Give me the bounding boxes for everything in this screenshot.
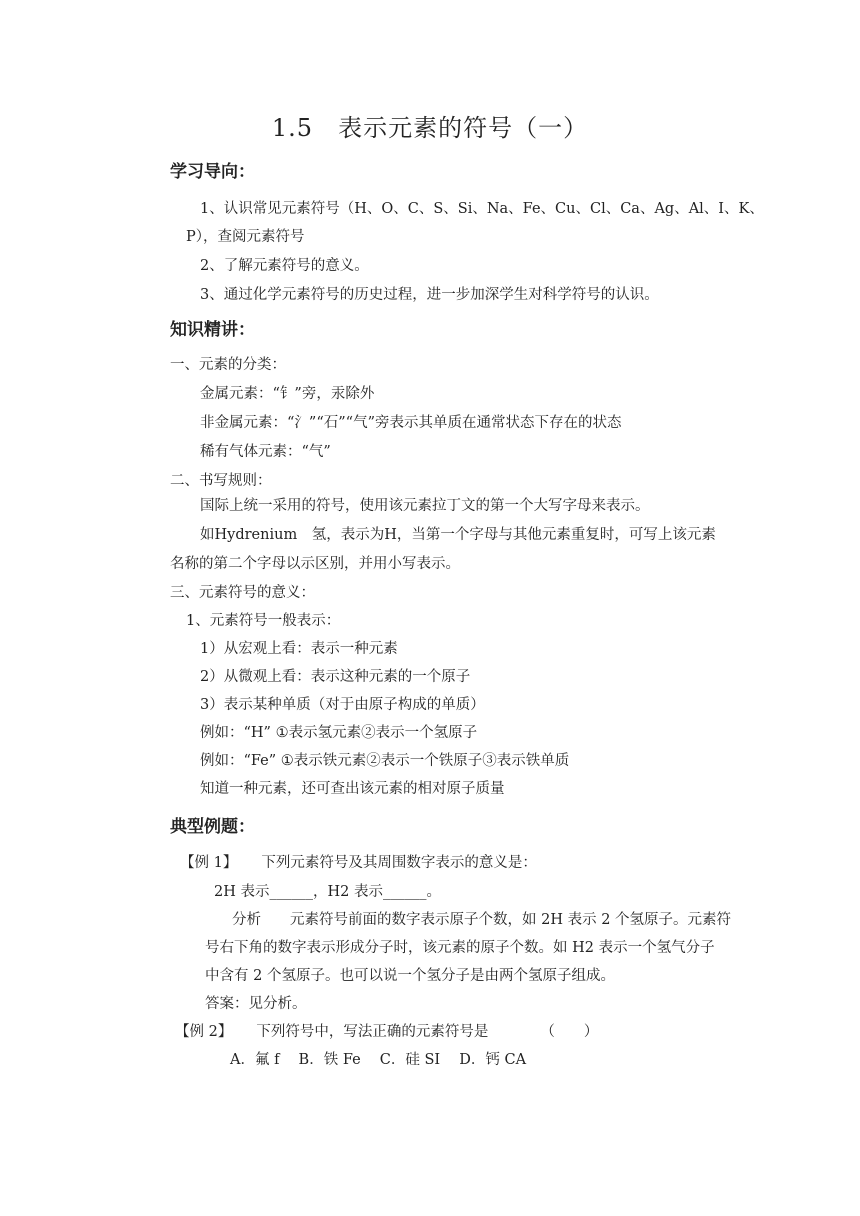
knowledge-line: 金属元素：“钅”旁，汞除外	[200, 386, 375, 402]
knowledge-line: 国际上统一采用的符号，使用该元素拉丁文的第一个大写字母来表示。	[200, 498, 650, 514]
knowledge-line: 一、元素的分类：	[170, 357, 286, 373]
example-1-analysis-line: 中含有 2 个氢原子。也可以说一个氢分子是由两个氢原子组成。	[205, 968, 615, 984]
example-1-label: 【例 1】	[180, 855, 238, 871]
example-2-question-text: 下列符号中，写法正确的元素符号是	[256, 1024, 489, 1040]
knowledge-line: 1、元素符号一般表示：	[186, 613, 341, 629]
example-1-blank-line: 2H 表示______，H2 表示______。	[214, 884, 441, 900]
knowledge-line: 例如：“Fe” ①表示铁元素②表示一个铁原子③表示铁单质	[200, 753, 570, 769]
knowledge-line: 二、书写规则：	[170, 473, 272, 489]
example-2-options: A．氟 f B．铁 Fe C．硅 SI D．钙 CA	[230, 1052, 527, 1068]
knowledge-line: 2）从微观上看：表示这种元素的一个原子	[200, 669, 471, 685]
guide-item: 1、认识常见元素符号（H、O、C、S、Si、Na、Fe、Cu、Cl、Ca、Ag、Al、I、K、	[200, 201, 764, 217]
knowledge-line: 3）表示某种单质（对于由原子构成的单质）	[200, 697, 485, 713]
example-1-question-text: 下列元素符号及其周围数字表示的意义是：	[261, 855, 537, 871]
example-2-answer-paren: （ ）	[540, 1024, 599, 1040]
knowledge-line: 非金属元素：“氵”“石”“气”旁表示其单质在通常状态下存在的状态	[200, 415, 622, 431]
example-2-question	[175, 1022, 598, 1042]
knowledge-line: 例如：“H” ①表示氢元素②表示一个氢原子	[200, 725, 478, 741]
knowledge-line: 稀有气体元素：“气”	[200, 444, 331, 460]
knowledge-line: 如Hydrenium 氢，表示为H，当第一个字母与其他元素重复时，可写上该元素	[200, 527, 716, 543]
example-1-answer: 答案：见分析。	[205, 996, 307, 1012]
example-1-analysis-line: 分析 元素符号前面的数字表示原子个数，如 2H 表示 2 个氢原子。元素符	[232, 912, 732, 928]
section-heading-guide: 学习导向：	[170, 162, 255, 182]
knowledge-line: 三、元素符号的意义：	[170, 585, 315, 601]
knowledge-line: 1）从宏观上看：表示一种元素	[200, 641, 398, 657]
page-title: 1.5 表示元素的符号（一）	[271, 114, 589, 142]
section-heading-knowledge: 知识精讲：	[170, 320, 255, 340]
guide-item: P），查阅元素符号	[186, 229, 305, 245]
guide-item: 3、通过化学元素符号的历史过程，进一步加深学生对科学符号的认识。	[200, 287, 659, 303]
example-1-question	[180, 853, 537, 873]
knowledge-line: 知道一种元素，还可查出该元素的相对原子质量	[200, 781, 505, 797]
example-1-analysis-line: 号右下角的数字表示形成分子时，该元素的原子个数。如 H2 表示一个氢气分子	[205, 940, 715, 956]
example-2-label: 【例 2】	[175, 1024, 233, 1040]
section-heading-examples: 典型例题：	[170, 817, 255, 837]
knowledge-line: 名称的第二个字母以示区别，并用小写表示。	[170, 556, 460, 572]
guide-item: 2、了解元素符号的意义。	[200, 258, 369, 274]
